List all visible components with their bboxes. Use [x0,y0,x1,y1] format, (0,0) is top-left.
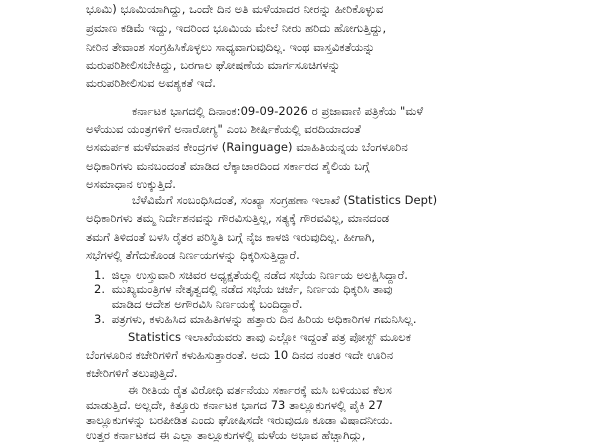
text-line: ತಮಗೆ ತಿಳಿದಂತೆ ಬಳಸಿ ರೈತರ ಪರಿಸ್ಥಿತಿ ಬಗ್ಗೆ ನೈಜ ಕಾಳಜಿ ಇರುವುದಿಲ್ಲ. ಹೀಗಾಗಿ, [86,230,376,244]
list-number: 3. [94,312,106,326]
text-line: ಅಳೆಯುವ ಯಂತ್ರಗಳಿಗೆ ಅನಾರೋಗ್ಯ" ಎಂಬ ಶೀರ್ಷಿಕೆಯಲ್ಲಿ ವರದಿಯಾದಂತೆ [86,122,361,136]
list-text: ಪತ್ರಗಳು, ಕಳುಹಿಸಿದ ಮಾಹಿತಿಗಳನ್ನು ಹತ್ತಾರು ದಿನ ಹಿರಿಯ ಅಧಿಕಾರಿಗಳ ಗಮನಿಸಿಲ್ಲ. [111,312,417,326]
text-line: ಈ ರೀತಿಯ ರೈತ ವಿರೋಧಿ ವರ್ತನೆಯು ಸರ್ಕಾರಕ್ಕೆ ಮಸಿ ಬಳಿಯುವ ಕೆಲಸ [128,383,392,397]
text-line: Statistics ಇಲಾಖೆಯವರು ತಾವು ಎಲ್ಲೋ ಇದ್ದಂತೆ ಪತ್ರ ಪೋಸ್ಟ್ ಮೂಲಕ [128,330,412,344]
text-line: ಕರ್ನಾಟಕ ಭಾಗದಲ್ಲಿ ದಿನಾಂಕ:09-09-2026 ರ ಪ್ರಜಾವಾಣಿ ಪತ್ರಿಕೆಯ "ಮಳೆ [132,104,424,118]
list-text: ಜಿಲ್ಲಾ ಉಸ್ತುವಾರಿ ಸಚಿವರ ಅಧ್ಯಕ್ಷತೆಯಲ್ಲಿ ನಡೆದ ಸಭೆಯ ನಿರ್ಣಯ ಅಲಕ್ಷಿಸಿದ್ದಾರೆ. [111,268,408,282]
list-item [94,268,408,282]
text-line: ಕಚೇರಿಗಳಿಗೆ ತಲುಪುತ್ತಿದೆ. [86,366,178,380]
list-text: ಮುಖ್ಯಮಂತ್ರಿಗಳ ನೇತೃತ್ವದಲ್ಲಿ ನಡೆದ ಸಭೆಯ ಚರ್ಚೆ, ನಿರ್ಣಯ ಧಿಕ್ಕರಿಸಿ ತಾವು [111,282,393,296]
text-line: ಅಧಿಕಾರಿಗಳು ತಮ್ಮ ನಿರ್ದೇಶನವನ್ನು ಗೌರವಿಸುತ್ತಿಲ್ಲ, ಸತ್ಯಕ್ಕೆ ಗೌರವವಿಲ್ಲ, ಮಾನದಂಡ [86,211,390,225]
list-number: 2. [94,282,106,296]
text-line: ಮಾಡುತ್ತಿದೆ. ಅಲ್ಲದೇ, ಕಿತ್ತೂರು ಕರ್ನಾಟಕ ಭಾಗದ 73 ತಾಲ್ಲೂಕುಗಳಲ್ಲಿ ಪೈಕಿ 27 [86,398,384,412]
list-item [94,297,303,311]
text-line: ಅಸಮಾಧಾನ ಉಕ್ಕುತ್ತಿದೆ. [86,177,176,191]
list-item [94,312,417,326]
text-line: ಅಧಿಕಾರಿಗಳು ಮನಬಂದಂತೆ ಮಾಡಿದ ಲೆಕ್ಕಾಚಾರದಿಂದ ಸರ್ಕಾರದ ಶೈಲಿಯ ಬಗ್ಗೆ [86,159,370,173]
list-number: 1. [94,268,106,282]
text-line: ತಾಲ್ಲೂಕುಗಳನ್ನು ಬರಪೀಡಿತ ಎಂದು ಘೋಷಿಸದೇ ಇರುವುದೂ ಕೂಡಾ ವಿಷಾದನೀಯ. [86,413,393,427]
text-line: ಪ್ರಮಾಣ ಕಡಿಮೆ ಇದ್ದು, ಇದರಿಂದ ಭೂಮಿಯ ಮೇಲೆ ನೀರು ಹರಿದು ಹೋಗುತ್ತಿದ್ದು, [86,21,387,35]
text-line: ಬೆಳೆವಿಮೆಗೆ ಸಂಬಂಧಿಸಿದಂತೆ, ಸಂಖ್ಯಾ ಸಂಗ್ರಹಣಾ ಇಲಾಖೆ (Statistics Dept) [132,193,438,207]
text-line: ಸಭೆಗಳಲ್ಲಿ ತೆಗೆದುಕೊಂಡ ನಿರ್ಣಯಗಳನ್ನು ಧಿಕ್ಕರಿಸುತ್ತಿದ್ದಾರೆ. [86,248,300,262]
text-line: ಭೂಮಿ) ಭೂಮಿಯಾಗಿದ್ದು, ಒಂದೇ ದಿನ ಅತಿ ಮಳೆಯಾದರ ನೀರನ್ನು ಹೀರಿಕೊಳ್ಳುವ [86,2,384,16]
text-line: ಅಸಮರ್ಪಕ ಮಳೆಮಾಪನ ಕೇಂದ್ರಗಳ (Rainguage) ಮಾಹಿತಿಯನ್ನಯ ಬೆಂಗಳೂರಿನ [86,140,408,154]
text-line: ನೀರಿನ ತೇವಾಂಶ ಸಂಗ್ರಹಿಸಿಕೊಳ್ಳಲು ಸಾಧ್ಯವಾಗುವುದಿಲ್ಲ. ಇಂಥ ವಾಸ್ತವಿಕತೆಯನ್ನು [86,40,375,54]
text-line: ಮರುಪರಿಶೀಲಿಸುವ ಅವಶ್ಯಕತೆ ಇದೆ. [86,76,217,90]
text-line: ಮರುಪರಿಶೀಲಿಸಬೇಕಿದ್ದು, ಬರಗಾಲ ಘೋಷಣೆಯ ಮಾರ್ಗಸೂಚಿಗಳನ್ನು [86,58,341,72]
list-item [94,282,393,296]
text-line: ಉತ್ತರ ಕರ್ನಾಟಕದ ಈ ಎಲ್ಲಾ ತಾಲ್ಲೂಕುಗಳಲ್ಲಿ ಮಳೆಯ ಅಭಾವ ಹೆಚ್ಚಾಗಿದ್ದು, [86,428,366,442]
list-text: ಮಾಡಿದ ಆದೇಶ ಅಗೌರವಿಸಿ ನಿರ್ಣಯಕ್ಕೆ ಬಂದಿದ್ದಾರೆ. [111,297,303,311]
text-line: ಬೆಂಗಳೂರಿನ ಕಚೇರಿಗಳಿಗೆ ಕಳುಹಿಸುತ್ತಾರಂತೆ. ಅದು 10 ದಿನದ ನಂತರ ಇದೇ ಊರಿನ [86,348,394,362]
